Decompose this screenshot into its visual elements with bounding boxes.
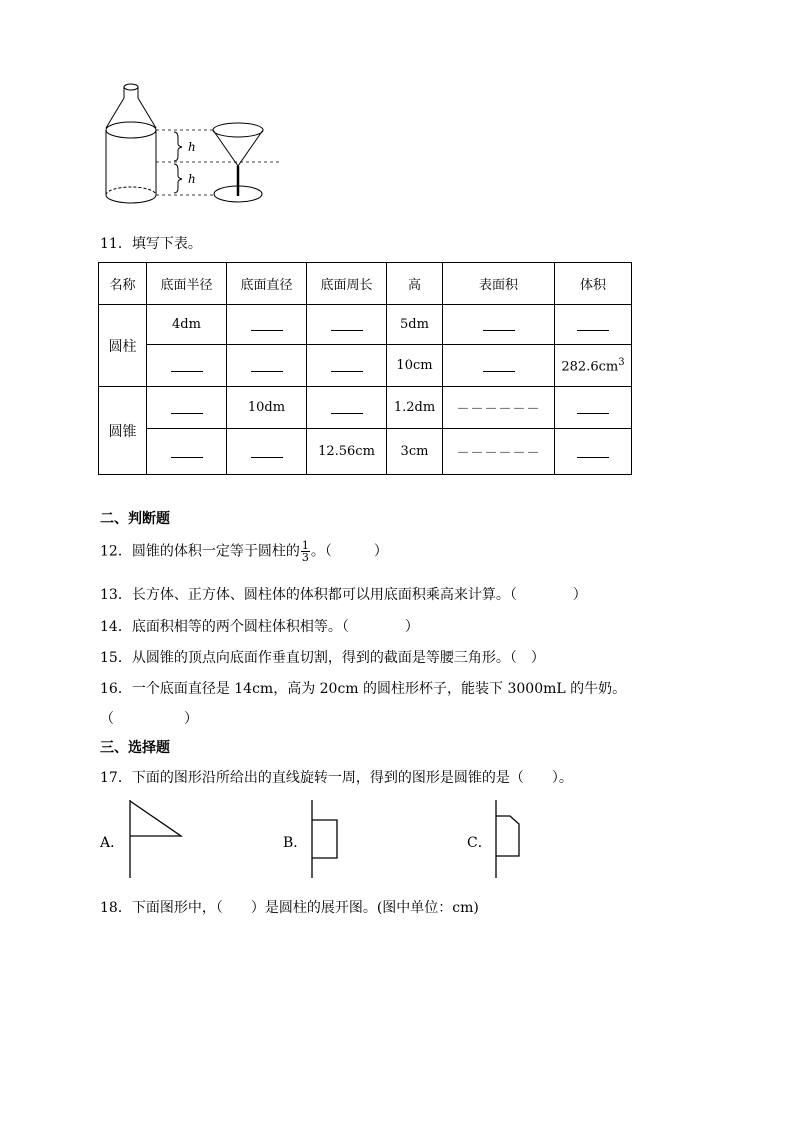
frac-numerator: 1	[301, 539, 309, 552]
table-cell: 12.56cm	[307, 429, 387, 475]
h-label-2: h	[188, 172, 196, 186]
header-cell: 高	[387, 263, 443, 305]
blank-cell[interactable]	[147, 429, 227, 475]
option-c-label[interactable]: C．	[467, 835, 492, 851]
blank-cell[interactable]	[227, 345, 307, 387]
option-c-figure[interactable]	[490, 798, 530, 880]
dash-cell: －－－－－－	[443, 429, 555, 475]
question-14: 14．底面积相等的两个圆柱体积相等。（ ）	[100, 619, 419, 635]
superscript: 3	[618, 356, 625, 368]
table-header-row	[99, 263, 632, 305]
header-cell: 体积	[555, 263, 632, 305]
header-cell: 名称	[99, 263, 147, 305]
option-a-figure[interactable]	[126, 798, 186, 880]
table-cell: 4dm	[147, 305, 227, 345]
blank-cell[interactable]	[443, 345, 555, 387]
q12-prefix: 12．圆锥的体积一定等于圆柱的	[100, 543, 300, 560]
blank-cell[interactable]	[227, 305, 307, 345]
fill-table	[98, 262, 632, 475]
blank-cell[interactable]	[147, 345, 227, 387]
q12-suffix: 。（ ）	[310, 543, 388, 560]
header-cell: 底面直径	[227, 263, 307, 305]
option-b-label[interactable]: B．	[283, 835, 308, 851]
option-b-figure[interactable]	[306, 798, 346, 880]
braces	[174, 132, 182, 193]
blank-cell[interactable]	[307, 387, 387, 429]
goblet-figure	[213, 123, 263, 202]
table-cell: 10dm	[227, 387, 307, 429]
table-cell: 1.2dm	[387, 387, 443, 429]
cone-label: 圆锥	[99, 387, 147, 475]
section-3-title: 三、选择题	[100, 740, 170, 756]
question-11: 11．填写下表。	[100, 236, 202, 252]
section-2-title: 二、判断题	[100, 511, 170, 527]
frac-denominator: 3	[301, 551, 309, 564]
blank-cell[interactable]	[307, 305, 387, 345]
blank-cell[interactable]	[555, 387, 632, 429]
header-cell: 底面半径	[147, 263, 227, 305]
header-cell: 底面周长	[307, 263, 387, 305]
question-13: 13．长方体、正方体、圆柱体的体积都可以用底面积乘高来计算。（ ）	[100, 587, 587, 603]
question-12	[100, 540, 388, 563]
fraction	[301, 540, 310, 563]
volume-cell	[555, 345, 632, 387]
volume-value: 282.6cm	[561, 359, 619, 375]
dash-cell: －－－－－－	[443, 387, 555, 429]
top-figure	[100, 78, 290, 208]
option-a-label[interactable]: A．	[100, 835, 125, 851]
blank-cell[interactable]	[307, 345, 387, 387]
table-row	[99, 387, 632, 429]
table-cell: 10cm	[387, 345, 443, 387]
question-15: 15．从圆锥的顶点向底面作垂直切割，得到的截面是等腰三角形。（ ）	[100, 650, 545, 666]
blank-cell[interactable]	[555, 429, 632, 475]
dashed-guides	[156, 130, 280, 195]
blank-cell[interactable]	[147, 387, 227, 429]
header-cell: 表面积	[443, 263, 555, 305]
question-16-blank[interactable]: （ ）	[100, 711, 198, 727]
question-16: 16．一个底面直径是 14cm，高为 20cm 的圆柱形杯子，能装下 3000mL 的牛奶。	[100, 681, 627, 697]
blank-cell[interactable]	[227, 429, 307, 475]
table-row	[99, 305, 632, 345]
question-17: 17．下面的图形沿所给出的直线旋转一周，得到的图形是圆锥的是（ ）。	[100, 770, 573, 786]
cylinder-label: 圆柱	[99, 305, 147, 387]
question-18: 18．下面图形中，（ ）是圆柱的展开图。(图中单位：cm)	[100, 900, 479, 916]
bottle-figure	[106, 84, 156, 203]
table-cell: 3cm	[387, 429, 443, 475]
table-row	[99, 345, 632, 387]
table-cell: 5dm	[387, 305, 443, 345]
h-label-1: h	[188, 140, 196, 154]
table-row	[99, 429, 632, 475]
blank-cell[interactable]	[555, 305, 632, 345]
blank-cell[interactable]	[443, 305, 555, 345]
